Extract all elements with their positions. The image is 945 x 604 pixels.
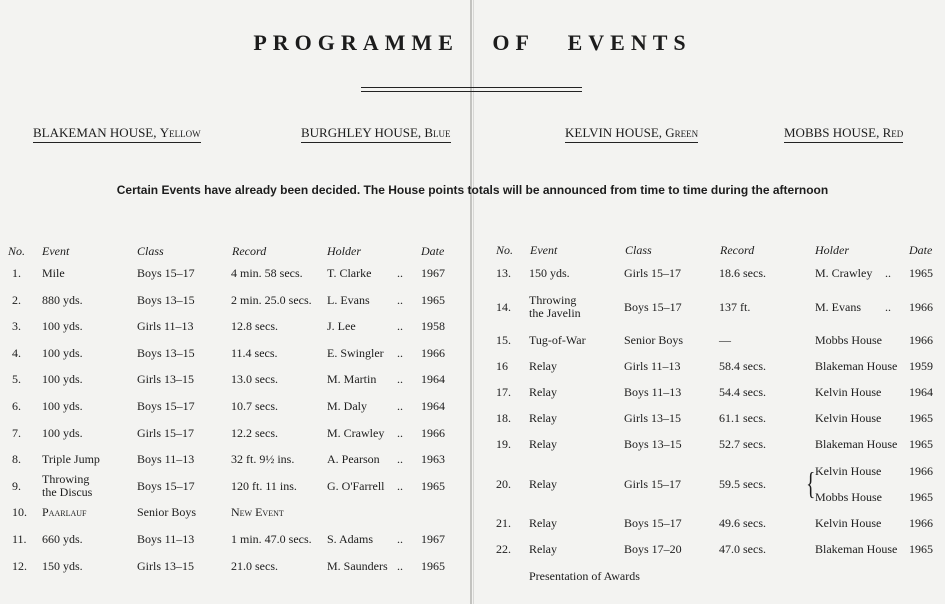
cell-no: 13. — [496, 266, 511, 280]
cell-event: 660 yds. — [42, 532, 83, 546]
cell-record: 12.8 secs. — [231, 319, 278, 334]
cell-no: 16 — [496, 359, 508, 373]
cell-class: Boys 13–15 — [137, 292, 195, 307]
table-row — [0, 516, 945, 534]
cell-dots: .. — [397, 345, 403, 360]
cell-date: 1965 — [909, 411, 933, 425]
cell-class: Senior Boys — [137, 505, 197, 520]
header-no: No. — [496, 243, 514, 257]
cell-event-line1: Throwing — [529, 293, 577, 307]
cell-date: 1966 — [421, 345, 445, 360]
cell-no: 3. — [12, 319, 21, 334]
house-burghley: BURGHLEY HOUSE, Blue — [301, 125, 451, 143]
cell-no: 22. — [496, 542, 511, 556]
cell-date: 1966 — [909, 516, 933, 530]
table-row — [0, 437, 945, 455]
cell-event: Mile — [42, 266, 65, 280]
cell-event-line2: the Javelin — [529, 306, 581, 320]
header-class: Class — [137, 244, 164, 258]
cell-class: Boys 13–15 — [137, 345, 195, 360]
cell-class: Boys 13–15 — [624, 437, 682, 451]
table-row — [0, 411, 945, 429]
cell-date: 1964 — [421, 399, 445, 413]
cell-no: 20. — [496, 477, 511, 491]
cell-date: 1967 — [421, 266, 445, 280]
brace-icon: { — [806, 465, 816, 501]
cell-class: Boys 15–17 — [624, 300, 682, 314]
cell-holder: M. Martin — [327, 372, 377, 387]
cell-event — [529, 294, 581, 320]
cell-record: 58.4 secs. — [719, 359, 766, 373]
header-event: Event — [42, 244, 70, 258]
cell-dots: .. — [397, 319, 403, 334]
cell-class: Boys 11–13 — [624, 385, 682, 399]
cell-date: 1966 — [909, 300, 933, 314]
table-row — [0, 542, 945, 560]
cell-date: 1965 — [421, 292, 445, 307]
header-holder: Holder — [327, 244, 361, 258]
cell-holder: Kelvin House — [815, 385, 882, 399]
cell-record: 137 ft. — [719, 300, 751, 314]
cell-record: New Event — [231, 505, 284, 520]
cell-record: 52.7 secs. — [719, 437, 766, 451]
cell-event: 100 yds. — [42, 425, 83, 440]
cell-date: 1966 — [421, 425, 445, 440]
cell-no: 19. — [496, 437, 511, 451]
cell-record: 120 ft. 11 ins. — [231, 478, 297, 493]
cell-no: 6. — [12, 399, 21, 413]
cell-date: 1963 — [421, 452, 445, 467]
cell-dots: .. — [397, 292, 403, 307]
cell-record: 21.0 secs. — [231, 558, 278, 573]
cell-no: 17. — [496, 385, 511, 399]
cell-class: Girls 11–13 — [137, 319, 194, 334]
cell-event: Relay — [529, 516, 557, 530]
cell-date: 1966 — [909, 333, 933, 347]
cell-no: 11. — [12, 532, 27, 546]
cell-record: — — [719, 333, 731, 347]
cell-holder: T. Clarke — [327, 266, 372, 280]
header-holder: Holder — [815, 243, 849, 257]
cell-record: 32 ft. 9½ ins. — [231, 452, 295, 467]
table-row — [0, 266, 945, 284]
cell-no: 9. — [12, 478, 21, 493]
cell-holder: Blakeman House — [815, 359, 898, 373]
cell-class: Girls 13–15 — [137, 558, 194, 573]
cell-event: 150 yds. — [42, 558, 83, 573]
table-row — [0, 333, 945, 351]
cell-dots: .. — [885, 300, 891, 314]
cell-holder: Mobbs House — [815, 490, 883, 504]
cell-no: 4. — [12, 345, 21, 360]
table-row — [0, 385, 945, 403]
cell-holder: E. Swingler — [327, 345, 384, 360]
cell-no: 5. — [12, 372, 21, 387]
cell-no: 21. — [496, 516, 511, 530]
cell-event: Relay — [529, 542, 557, 556]
cell-record: 47.0 secs. — [719, 542, 766, 556]
cell-date: 1966 — [909, 464, 933, 478]
cell-date: 1964 — [909, 385, 933, 399]
cell-holder: Kelvin House — [815, 516, 882, 530]
cell-holder: M. Crawley — [327, 425, 385, 440]
cell-record: 59.5 secs. — [719, 477, 766, 491]
cell-no: 8. — [12, 452, 21, 467]
cell-class: Girls 13–15 — [624, 411, 681, 425]
table-row — [0, 464, 945, 504]
cell-dots: .. — [397, 266, 403, 280]
header-date: Date — [909, 243, 933, 257]
table-row — [0, 359, 945, 377]
header-no: No. — [8, 244, 26, 258]
cell-date: 1967 — [421, 532, 445, 546]
cell-event: Relay — [529, 477, 557, 491]
cell-class: Boys 11–13 — [137, 452, 195, 467]
notice-text: Certain Events have already been decided. The House points totals will be announced from time to time during the afternoon — [116, 183, 829, 197]
cell-event: 880 yds. — [42, 292, 83, 307]
cell-class: Boys 15–17 — [137, 399, 195, 413]
cell-event: Relay — [529, 411, 557, 425]
cell-record: 61.1 secs. — [719, 411, 766, 425]
cell-event: 100 yds. — [42, 399, 83, 413]
cell-event-line2: the Discus — [42, 484, 93, 499]
cell-class: Girls 15–17 — [624, 266, 681, 280]
cell-holder: M. Daly — [327, 399, 367, 413]
cell-date: 1959 — [909, 359, 933, 373]
cell-no: 1. — [12, 266, 21, 280]
closing-text: Presentation of Awards — [529, 569, 640, 583]
cell-record: 18.6 secs. — [719, 266, 766, 280]
cell-holder: Mobbs House — [815, 333, 883, 347]
cell-record: 11.4 secs. — [231, 345, 278, 360]
cell-class: Boys 17–20 — [624, 542, 682, 556]
cell-event-line1: Throwing — [42, 471, 90, 486]
cell-holder: S. Adams — [327, 532, 374, 546]
cell-date: 1958 — [421, 319, 445, 334]
cell-dots: .. — [397, 425, 403, 440]
cell-no: 15. — [496, 333, 511, 347]
cell-class: Boys 15–17 — [624, 516, 682, 530]
cell-event: Paarlauf — [42, 505, 87, 520]
cell-record: 2 min. 25.0 secs. — [231, 292, 312, 307]
header-class: Class — [625, 243, 652, 257]
house-kelvin: KELVIN HOUSE, Green — [565, 125, 698, 143]
cell-class: Girls 11–13 — [624, 359, 681, 373]
cell-no: 14. — [496, 300, 511, 314]
cell-date: 1965 — [909, 490, 933, 504]
cell-holder: M. Saunders — [327, 558, 388, 573]
cell-no: 18. — [496, 411, 511, 425]
cell-class: Senior Boys — [624, 333, 684, 347]
cell-event: Triple Jump — [42, 452, 100, 467]
house-blakeman: BLAKEMAN HOUSE, Yellow — [33, 125, 201, 143]
cell-dots: .. — [397, 478, 403, 493]
cell-class: Boys 15–17 — [137, 478, 195, 493]
cell-date: 1965 — [909, 437, 933, 451]
cell-holder: Blakeman House — [815, 437, 898, 451]
cell-event: 150 yds. — [529, 266, 570, 280]
cell-dots: .. — [397, 399, 403, 413]
cell-event: 100 yds. — [42, 372, 83, 387]
header-event: Event — [530, 243, 558, 257]
cell-holder: J. Lee — [327, 319, 356, 334]
cell-dots: .. — [397, 372, 403, 387]
cell-dots: .. — [397, 452, 403, 467]
table-header — [0, 243, 945, 261]
cell-record: 1 min. 47.0 secs. — [231, 532, 312, 546]
cell-record: 49.6 secs. — [719, 516, 766, 530]
cell-holder: G. O'Farrell — [327, 478, 385, 493]
cell-dots: .. — [885, 266, 891, 280]
header-date: Date — [421, 244, 445, 258]
cell-holder: M. Crawley — [815, 266, 873, 280]
header-record: Record — [232, 244, 267, 258]
cell-event: Relay — [529, 437, 557, 451]
cell-holder: L. Evans — [327, 292, 370, 307]
cell-holder: Blakeman House — [815, 542, 898, 556]
header-record: Record — [720, 243, 755, 257]
cell-class: Girls 13–15 — [137, 372, 194, 387]
cell-no: 10. — [12, 505, 27, 520]
cell-event: 100 yds. — [42, 345, 83, 360]
cell-holder: Kelvin House — [815, 411, 882, 425]
cell-no: 7. — [12, 425, 21, 440]
cell-record: 4 min. 58 secs. — [231, 266, 303, 280]
cell-dots: .. — [397, 558, 403, 573]
cell-holder: Kelvin House — [815, 464, 882, 478]
house-mobbs: MOBBS HOUSE, Red — [784, 125, 903, 143]
cell-record: 12.2 secs. — [231, 425, 278, 440]
cell-class: Girls 15–17 — [624, 477, 681, 491]
cell-no: 12. — [12, 558, 27, 573]
cell-no: 2. — [12, 292, 21, 307]
cell-record: 13.0 secs. — [231, 372, 278, 387]
cell-date: 1965 — [909, 266, 933, 280]
cell-date: 1965 — [421, 558, 445, 573]
cell-record: 54.4 secs. — [719, 385, 766, 399]
cell-date: 1965 — [421, 478, 445, 493]
cell-class: Boys 15–17 — [137, 266, 195, 280]
cell-record: 10.7 secs. — [231, 399, 278, 413]
cell-event: Tug-of-War — [529, 333, 586, 347]
cell-event: Relay — [529, 359, 557, 373]
cell-event: Relay — [529, 385, 557, 399]
cell-class: Boys 11–13 — [137, 532, 195, 546]
cell-event: 100 yds. — [42, 319, 83, 334]
cell-dots: .. — [397, 532, 403, 546]
cell-holder: M. Evans — [815, 300, 861, 314]
page-title: PROGRAMME OF EVENTS — [253, 30, 692, 55]
cell-holder: A. Pearson — [327, 452, 380, 467]
cell-class: Girls 15–17 — [137, 425, 194, 440]
cell-date: 1965 — [909, 542, 933, 556]
cell-date: 1964 — [421, 372, 445, 387]
